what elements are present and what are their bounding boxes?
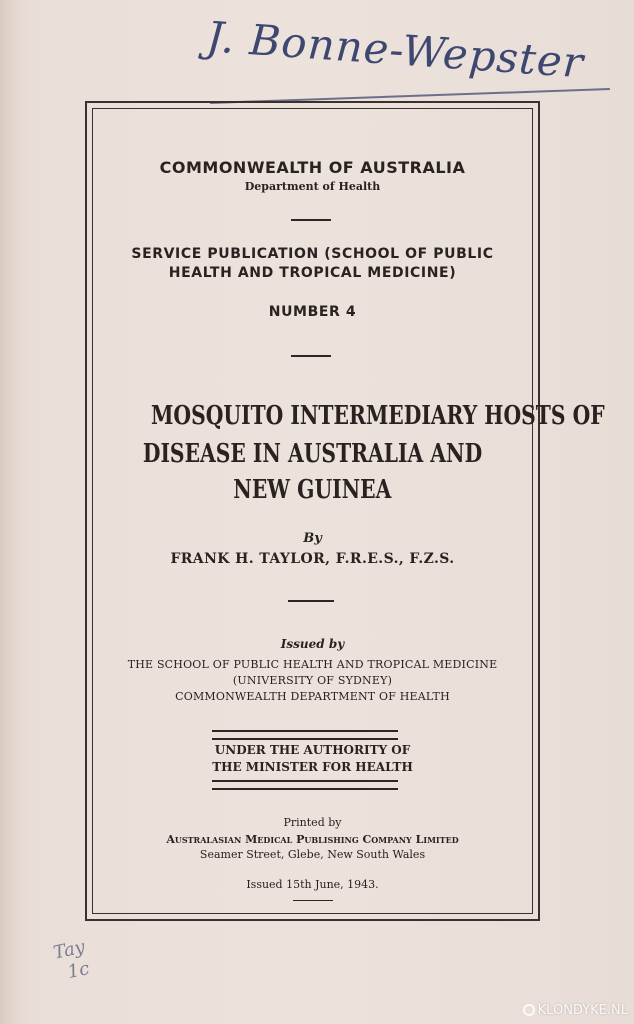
title-page-content — [87, 103, 605, 919]
divider-1 — [291, 219, 331, 221]
series-line-2: HEALTH AND TROPICAL MEDICINE) — [168, 265, 457, 281]
printer-label: Printed by — [283, 816, 342, 829]
author-name: FRANK H. TAYLOR, F.R.E.S., F.Z.S. — [170, 551, 455, 567]
handwritten-signature: J. Bonne-Wepster — [204, 12, 586, 88]
header-country: COMMONWEALTH OF AUSTRALIA — [159, 158, 466, 177]
authority-line-2: THE MINISTER FOR HEALTH — [212, 760, 413, 774]
title-line-3 — [87, 475, 538, 505]
printer-name: Australasian Medical Publishing Company Limited — [166, 833, 459, 846]
divider-bottom — [293, 900, 333, 901]
title-line-2 — [87, 439, 538, 469]
double-divider-bottom — [212, 780, 398, 790]
issuer-line-2: (UNIVERSITY OF SYDNEY) — [232, 674, 393, 687]
double-divider-top — [212, 730, 398, 740]
pencil-annotation-line-1: Tay — [51, 936, 87, 964]
watermark — [523, 1003, 628, 1018]
series-number: NUMBER 4 — [268, 304, 357, 320]
author-by: By — [303, 531, 322, 546]
issued-date: Issued 15th June, 1943. — [246, 878, 379, 891]
divider-3 — [288, 600, 334, 602]
series-line-1: SERVICE PUBLICATION (SCHOOL OF PUBLIC — [131, 246, 494, 262]
title-page-frame — [85, 101, 605, 921]
header-department: Department of Health — [244, 180, 381, 193]
issuer-line-3: COMMONWEALTH DEPARTMENT OF HEALTH — [175, 690, 450, 703]
watermark-logo-icon — [523, 1004, 535, 1016]
title-line-3-text: NEW GUINEA — [233, 475, 392, 505]
issuer-label: Issued by — [280, 637, 345, 651]
title-line-1 — [87, 401, 605, 431]
spine-edge — [0, 0, 18, 1024]
pencil-annotation — [51, 928, 134, 1011]
pencil-annotation-line-2: 1c — [65, 958, 92, 984]
title-line-1-text: MOSQUITO INTERMEDIARY HOSTS OF — [150, 401, 605, 431]
issuer-line-1: THE SCHOOL OF PUBLIC HEALTH AND TROPICAL MEDICINE — [127, 658, 498, 671]
authority-line-1: UNDER THE AUTHORITY OF — [214, 743, 411, 757]
printer-address: Seamer Street, Glebe, New South Wales — [199, 848, 426, 861]
watermark-text: KLONDYKE.NL — [537, 1003, 628, 1018]
title-line-2-text: DISEASE IN AUSTRALIA AND — [142, 439, 483, 469]
divider-2 — [291, 355, 331, 357]
